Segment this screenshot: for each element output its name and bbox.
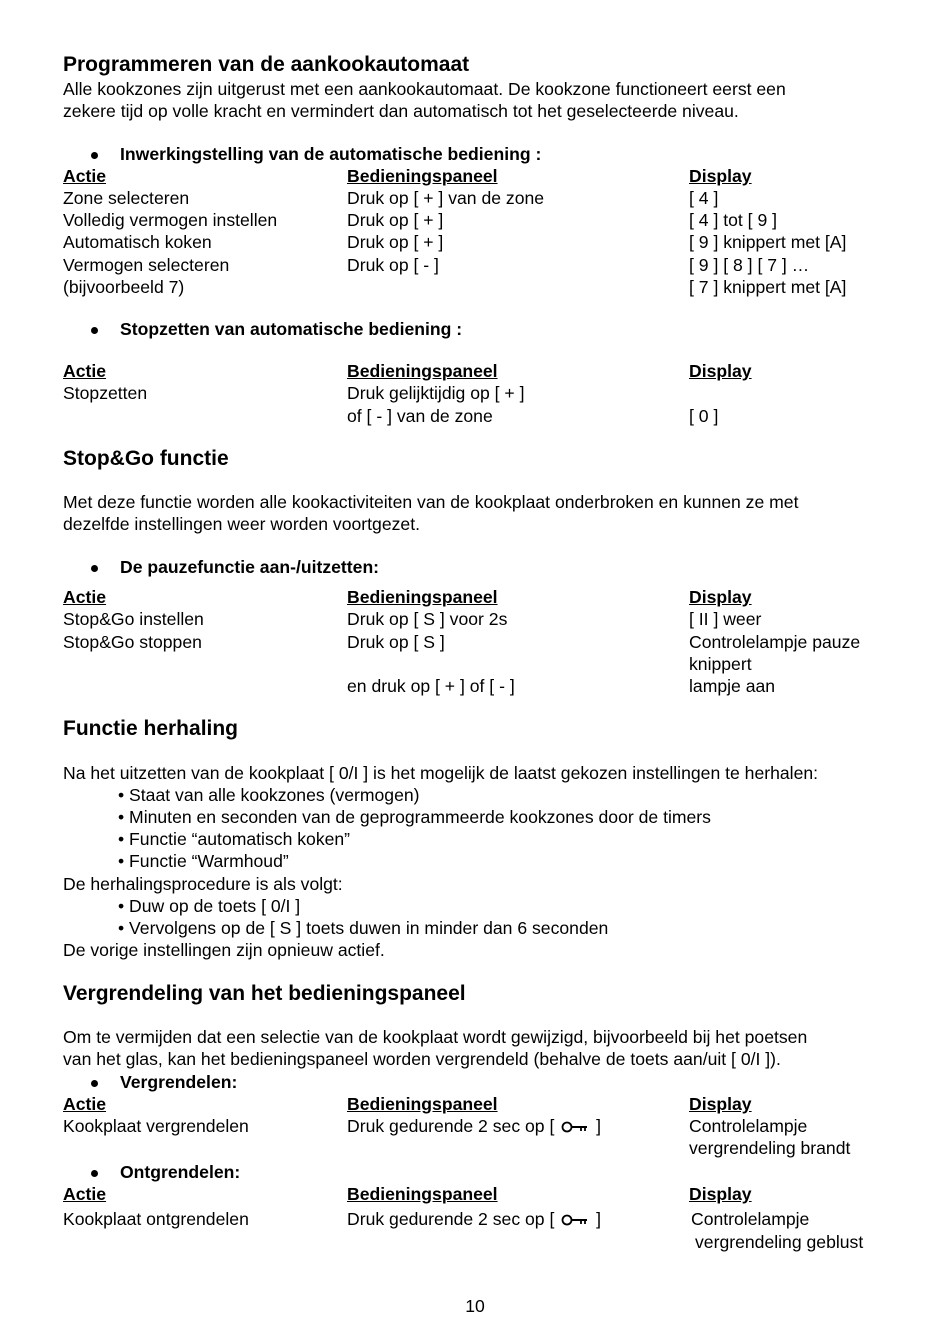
cell-display: lampje aan — [689, 676, 776, 696]
cell-actie: Stopzetten — [63, 383, 148, 403]
col-header-display: Display — [689, 587, 752, 607]
list-item: • Functie “Warmhoud” — [118, 851, 289, 871]
cell-panel: Druk op [ S ] voor 2s — [347, 609, 508, 629]
table-header — [63, 1093, 903, 1115]
table-row — [63, 653, 903, 675]
cell-actie: Stop&Go stoppen — [63, 632, 202, 652]
key-icon — [561, 1213, 589, 1227]
bullet-dot — [91, 1170, 98, 1177]
cell-panel: Druk op [ + ] — [347, 210, 444, 230]
bullet-heading-text: De pauzefunctie aan-/uitzetten: — [120, 557, 380, 577]
page-number: 10 — [465, 1296, 485, 1316]
cell-panel — [347, 1208, 601, 1230]
col-header-actie: Actie — [63, 166, 107, 186]
cell-panel: Druk op [ - ] — [347, 255, 439, 275]
table-row — [63, 187, 903, 209]
cell-display: Controlelampje pauze — [689, 632, 861, 652]
cell-actie: Automatisch koken — [63, 232, 212, 252]
table-header — [63, 165, 903, 187]
col-header-display: Display — [689, 361, 752, 381]
col-header-bedieningspaneel: Bedieningspaneel — [347, 361, 498, 381]
table-row — [63, 608, 903, 630]
cell-display: vergrendeling geblust — [695, 1232, 864, 1252]
col-header-actie: Actie — [63, 1094, 107, 1114]
table-row — [63, 276, 903, 298]
table-row — [63, 209, 903, 231]
cell-actie: Vermogen selecteren — [63, 255, 230, 275]
list-item: • Minuten en seconden van de geprogrammeerde kookzones door de timers — [118, 807, 711, 827]
col-header-display: Display — [689, 1184, 752, 1204]
cell-panel: Druk gelijktijdig op [ + ] — [347, 383, 525, 403]
table-header — [63, 1183, 903, 1205]
table-row — [63, 631, 903, 653]
cell-panel: Druk op [ + ] van de zone — [347, 188, 545, 208]
bullet-dot — [91, 565, 98, 572]
cell-display: [ 9 ] [ 8 ] [ 7 ] … — [689, 255, 810, 275]
col-header-actie: Actie — [63, 1184, 107, 1204]
intro-text: Na het uitzetten van de kookplaat [ 0/I ] is het mogelijk de laatst gekozen instellingen te herhalen: — [63, 763, 819, 783]
procedure-text: De herhalingsprocedure is als volgt: — [63, 874, 343, 894]
col-header-bedieningspaneel: Bedieningspaneel — [347, 1184, 498, 1204]
list-item: • Vervolgens op de [ S ] toets duwen in minder dan 6 seconden — [118, 918, 609, 938]
list-item: • Staat van alle kookzones (vermogen) — [118, 785, 420, 805]
section-title-vergrendeling: Vergrendeling van het bedieningspaneel — [63, 982, 466, 1005]
bullet-dot — [91, 152, 98, 159]
section-title-stopgo: Stop&Go functie — [63, 447, 229, 470]
cell-display: [ II ] weer — [689, 609, 762, 629]
cell-panel: Druk op [ + ] — [347, 232, 444, 252]
table-row — [63, 675, 903, 697]
col-header-display: Display — [689, 166, 752, 186]
table-row — [63, 1208, 903, 1230]
cell-display: [ 7 ] knippert met [A] — [689, 277, 847, 297]
cell-actie: Volledig vermogen instellen — [63, 210, 278, 230]
closing-text: De vorige instellingen zijn opnieuw actief. — [63, 940, 385, 960]
cell-actie: Kookplaat ontgrendelen — [63, 1209, 249, 1229]
cell-display: Controlelampje — [691, 1209, 810, 1229]
table-row — [63, 1137, 903, 1159]
cell-display: knippert — [689, 654, 752, 674]
table-row — [63, 254, 903, 276]
intro-text: Om te vermijden dat een selectie van de kookplaat wordt gewijzigd, bijvoorbeeld bij het poetsen — [63, 1027, 808, 1047]
cell-panel: of [ - ] van de zone — [347, 406, 493, 426]
cell-display: [ 0 ] — [689, 406, 719, 426]
cell-panel: en druk op [ + ] of [ - ] — [347, 676, 515, 696]
cell-actie: Stop&Go instellen — [63, 609, 204, 629]
panel-text: ] — [596, 1209, 602, 1229]
col-header-display: Display — [689, 1094, 752, 1114]
panel-text: Druk gedurende 2 sec op [ — [347, 1116, 555, 1136]
cell-panel: Druk op [ S ] — [347, 632, 445, 652]
cell-display: [ 4 ] — [689, 188, 719, 208]
table-row — [63, 1231, 903, 1253]
cell-display: [ 4 ] tot [ 9 ] — [689, 210, 778, 230]
cell-display: [ 9 ] knippert met [A] — [689, 232, 847, 252]
bullet-heading-text: Inwerkingstelling van de automatische bediening : — [120, 144, 542, 164]
cell-actie: (bijvoorbeeld 7) — [63, 277, 185, 297]
col-header-bedieningspaneel: Bedieningspaneel — [347, 1094, 498, 1114]
table-row — [63, 231, 903, 253]
cell-panel — [347, 1115, 601, 1137]
cell-display: vergrendeling brandt — [689, 1138, 851, 1158]
table-header — [63, 360, 903, 382]
table-row — [63, 1115, 903, 1137]
key-icon — [561, 1120, 589, 1134]
col-header-bedieningspaneel: Bedieningspaneel — [347, 587, 498, 607]
intro-text: dezelfde instellingen weer worden voortgezet. — [63, 514, 420, 534]
table-header — [63, 586, 903, 608]
section-title-aankookautomaat: Programmeren van de aankookautomaat — [63, 53, 470, 76]
panel-text: ] — [596, 1116, 602, 1136]
col-header-actie: Actie — [63, 361, 107, 381]
col-header-actie: Actie — [63, 587, 107, 607]
intro-text: Met deze functie worden alle kookactiviteiten van de kookplaat onderbroken en kunnen ze met — [63, 492, 799, 512]
bullet-heading-text: Ontgrendelen: — [120, 1162, 241, 1182]
bullet-dot — [91, 327, 98, 334]
cell-display: Controlelampje — [689, 1116, 808, 1136]
intro-text: zekere tijd op volle kracht en vermindert dan automatisch tot het geselecteerde niveau. — [63, 101, 739, 121]
bullet-heading-text: Stopzetten van automatische bediening : — [120, 319, 463, 339]
cell-actie: Kookplaat vergrendelen — [63, 1116, 249, 1136]
cell-actie: Zone selecteren — [63, 188, 190, 208]
list-item: • Duw op de toets [ 0/I ] — [118, 896, 301, 916]
bullet-heading-text: Vergrendelen: — [120, 1072, 238, 1092]
table-row — [63, 405, 903, 427]
intro-text: Alle kookzones zijn uitgerust met een aankookautomaat. De kookzone functioneert eerst een — [63, 79, 786, 99]
bullet-dot — [91, 1080, 98, 1087]
panel-text: Druk gedurende 2 sec op [ — [347, 1209, 555, 1229]
intro-text: van het glas, kan het bedieningspaneel worden vergrendeld (behalve de toets aan/uit [ 0/I ]). — [63, 1049, 781, 1069]
list-item: • Functie “automatisch koken” — [118, 829, 351, 849]
section-title-herhaling: Functie herhaling — [63, 717, 239, 740]
col-header-bedieningspaneel: Bedieningspaneel — [347, 166, 498, 186]
table-row — [63, 382, 903, 404]
